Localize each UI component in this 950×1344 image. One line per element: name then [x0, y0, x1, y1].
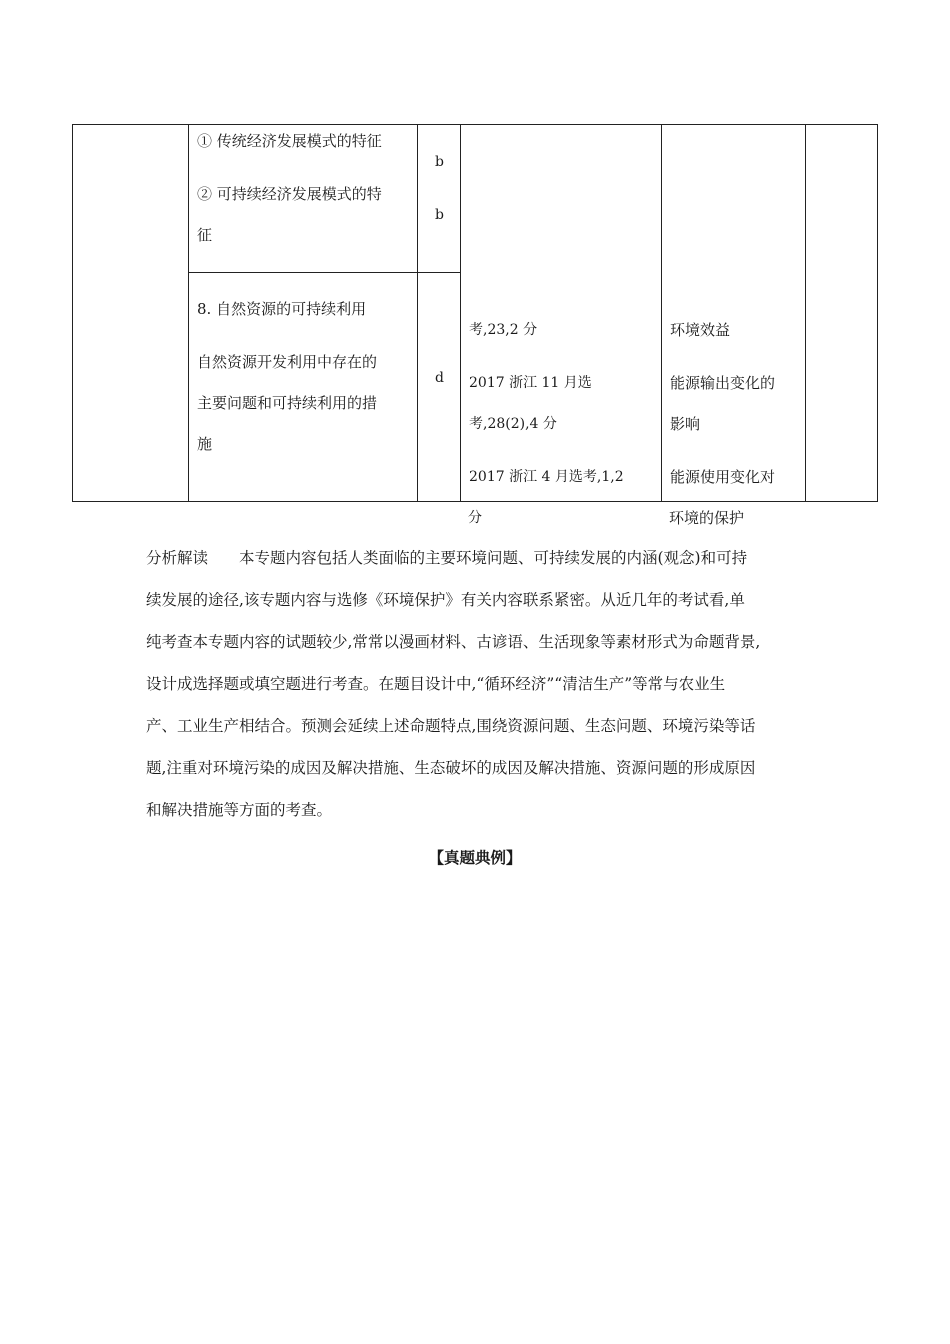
section-heading: 【真题典例】 [428, 848, 522, 867]
table-overflow-exam: 分 [468, 510, 482, 526]
table-col-divider [805, 125, 806, 501]
table-cell-exam: 2017 浙江 11 月选 [469, 375, 592, 391]
table-col-divider [661, 125, 662, 501]
analysis-line: 纯考查本专题内容的试题较少,常常以漫画材料、古谚语、生活现象等素材形式为命题背景, [146, 633, 761, 651]
table-col-divider [460, 125, 461, 501]
analysis-line: 分析解读 本专题内容包括人类面临的主要环境问题、可持续发展的内涵(观念)和可持 [146, 549, 748, 567]
table-cell-level: b [435, 154, 444, 170]
table-cell-notes: 影响 [670, 415, 701, 433]
table-cell-content-desc: 施 [197, 435, 213, 453]
table-col-divider [417, 125, 418, 501]
table-cell-content-desc: 主要问题和可持续利用的措 [197, 394, 378, 412]
table-cell-level: b [435, 207, 444, 223]
analysis-line: 设计成选择题或填空题进行考查。在题目设计中,“循环经济”“清洁生产”等常与农业生 [146, 675, 726, 693]
table-cell-notes: 能源输出变化的 [670, 374, 776, 392]
table-cell-content-title: 8. 自然资源的可持续利用 [197, 300, 367, 318]
table-cell-level: d [435, 370, 444, 386]
table-row-divider [188, 272, 461, 273]
table-col-divider [188, 125, 189, 501]
curriculum-table [72, 124, 878, 502]
table-cell-exam: 2017 浙江 4 月选考,1,2 [469, 469, 624, 485]
analysis-line: 题,注重对环境污染的成因及解决措施、生态破坏的成因及解决措施、资源问题的形成原因 [146, 759, 756, 777]
analysis-line: 和解决措施等方面的考查。 [146, 801, 333, 819]
analysis-line: 产、工业生产相结合。预测会延续上述命题特点,围绕资源问题、生态问题、环境污染等话 [146, 717, 756, 735]
table-cell-content-desc: 自然资源开发利用中存在的 [197, 353, 378, 371]
table-cell-exam: 考,28(2),4 分 [469, 416, 557, 432]
table-cell-notes: 环境效益 [670, 321, 731, 339]
table-cell-notes: 能源使用变化对 [670, 468, 776, 486]
table-cell-exam: 考,23,2 分 [469, 322, 538, 338]
table-cell-content-item: 征 [197, 226, 213, 244]
analysis-line: 续发展的途径,该专题内容与选修《环境保护》有关内容联系紧密。从近几年的考试看,单 [146, 591, 745, 609]
table-overflow-notes: 环境的保护 [669, 509, 745, 527]
table-cell-content-item: ① 传统经济发展模式的特征 [197, 132, 382, 150]
table-cell-content-item: ② 可持续经济发展模式的特 [197, 185, 382, 203]
